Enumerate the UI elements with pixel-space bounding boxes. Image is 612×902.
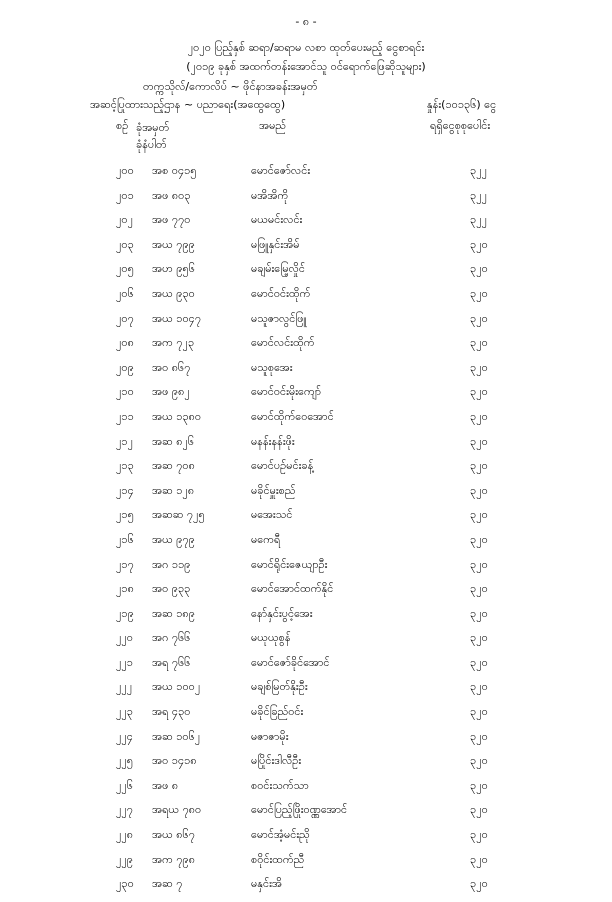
person-name: မနန်းနန်းဖိုး	[251, 434, 295, 448]
amount-value: ၃၂၀	[470, 655, 488, 669]
person-name: မောင်အံ့မင်းညို	[251, 828, 310, 842]
person-name: မောင်ဇော်လင်း	[251, 164, 311, 177]
person-name: မချမ်းမြေ့လှိုင်	[251, 262, 306, 276]
person-name: မနှင်းအိ	[251, 877, 282, 891]
table-row	[0, 484, 612, 509]
table-row	[0, 631, 612, 656]
row-number: ၂၂၀	[116, 631, 133, 645]
exam-number: အဟ ၉၅၆	[152, 262, 195, 276]
exam-number: အဖ ၈၀၃	[152, 188, 191, 202]
column-header-name: အမည်	[259, 119, 287, 132]
amount-value: ၃၂၀	[470, 311, 488, 325]
person-name: နော်နှင်းပွင့်အေး	[251, 606, 313, 620]
amount-value: ၃၂၀	[470, 336, 488, 350]
amount-value: ၃၂၀	[470, 680, 488, 694]
person-name: မောင်ဇော်ခိုင်အောင်	[251, 655, 330, 669]
table-row	[0, 336, 612, 361]
column-header-exam-line1: ခုံအမှတ်	[136, 121, 170, 134]
row-number: ၂၁၀	[116, 385, 134, 399]
person-name: မယုယုစွန်	[251, 631, 291, 645]
table-row	[0, 287, 612, 312]
person-name: မောင်ဝင်းထိုက်	[251, 286, 311, 300]
table-row	[0, 459, 612, 484]
amount-value: ၃၂၀	[470, 877, 488, 891]
table-row	[0, 582, 612, 607]
table-row	[0, 607, 612, 632]
row-number: ၂၁၁	[116, 409, 134, 423]
row-number: ၂၃၀	[116, 877, 134, 891]
row-number: ၂၂၇	[116, 803, 133, 817]
amount-value: ၃၂၀	[470, 409, 488, 423]
exam-number: အဖ ၇၇၀	[152, 213, 191, 227]
table-row	[0, 803, 612, 828]
exam-number: အစ ၀၄၁၅	[152, 164, 197, 177]
row-number: ၂၂၂	[116, 680, 133, 694]
amount-value: ၃၂၀	[470, 631, 488, 645]
row-number: ၂၂၈	[116, 828, 134, 842]
amount-value: ၃၂၀	[470, 705, 488, 719]
person-name: မသူဇာလွင်ဖြူ	[251, 311, 307, 325]
table-row	[0, 213, 612, 238]
row-number: ၂၀၉	[116, 360, 134, 374]
exam-number: အဂ ၇၆၆	[152, 631, 191, 645]
table-row	[0, 754, 612, 779]
person-name: မောင်ပဉ်မင်းခန့်	[251, 459, 314, 473]
row-number: ၂၁၅	[116, 508, 134, 522]
amount-value: ၃၂၀	[470, 778, 488, 792]
column-header-exam-line2: ခုံနံပါတ်	[136, 138, 167, 151]
column-header-amount: ရရှိငွေစုစုပေါင်း	[430, 119, 491, 132]
amount-value: ၃၂၀	[470, 582, 488, 596]
table-row	[0, 435, 612, 460]
exam-number: အယ ၉၃၀	[152, 286, 195, 300]
row-number: ၂၁၂	[116, 434, 133, 448]
row-number: ၂၀၂	[116, 213, 133, 227]
table-row	[0, 262, 612, 287]
row-number: ၂၀၆	[116, 286, 134, 300]
amount-value: ၃၂၀	[470, 286, 488, 300]
table-row	[0, 189, 612, 214]
table-row	[0, 558, 612, 583]
table-row	[0, 410, 612, 435]
exam-number: အဖ ၈	[152, 778, 179, 792]
person-name: မယမင်းလင်း	[251, 213, 303, 227]
row-number: ၂၂၄	[116, 729, 133, 743]
amount-value: ၃၂၀	[470, 262, 488, 276]
person-name: မပြိုင်းဒါလီဦး	[251, 754, 302, 768]
table-row	[0, 680, 612, 705]
exam-number: အဆ ၇၀၈	[152, 459, 195, 473]
row-number: ၂၁၈	[116, 582, 134, 596]
amount-value: ၃၂၀	[470, 852, 488, 866]
table-row	[0, 238, 612, 263]
exam-number: အဆ ၈၂၆	[152, 434, 195, 448]
amount-value: ၃၂၀	[470, 754, 488, 768]
university-label: တက္ကသိုလ်/ကောလိပ် ~ ဖိုင်နာအခန်းအမှတ်	[143, 80, 318, 93]
person-name: မောင်ပြည့်ဖြိုးဝဏ္ဏအောင်	[251, 803, 348, 817]
table-row	[0, 730, 612, 755]
person-name: မောင်လင်းထိုက်	[251, 336, 315, 350]
exam-number: အဖ ၉၈၂	[152, 385, 190, 399]
exam-number: အယ ၁၀၀၂	[152, 680, 201, 694]
column-header-exam	[136, 119, 169, 153]
table-row	[0, 853, 612, 878]
amount-value: ၃၂၀	[470, 360, 488, 374]
amount-value: ၃၂၀	[470, 532, 488, 546]
amount-value: ၃၂၀	[470, 483, 488, 497]
document-subtitle: (၂၀၁၉ ခုနှစ် အထက်တန်းအောင်သူ ဝင်ရောက်ဖြေဆိုသူများ)	[186, 60, 426, 73]
amount-value: ၃၂၀	[470, 508, 488, 522]
amount-value: ၃၂၀	[470, 385, 488, 399]
table-row	[0, 508, 612, 533]
person-name: မကေရီ	[251, 532, 281, 546]
row-number: ၂၀၁	[116, 188, 134, 202]
row-number: ၂၁၄	[116, 483, 134, 497]
row-number: ၂၀၃	[116, 237, 134, 251]
person-name: စဝိုင်းထက်ညီ	[251, 852, 305, 866]
table-row	[0, 361, 612, 386]
exam-number: အယ ၉၇၉	[152, 532, 195, 546]
person-name: စဝင်းသက်သာ	[251, 778, 309, 792]
exam-number: အဂ ၁၁၉	[152, 557, 191, 571]
row-number: ၂၂၉	[116, 852, 133, 866]
document-title: ၂၀၂၀ ပြည့်နှစ် ဆရာ/ဆရာမ လစာ ထုတ်ပေးမည့် ငွေစာရင်း	[187, 41, 425, 54]
table-row	[0, 877, 612, 902]
exam-number: အဝ ၁၄၁၈	[152, 754, 197, 768]
row-number: ၂၂၅	[116, 754, 133, 768]
row-number: ၂၀၅	[116, 262, 134, 276]
data-table	[0, 164, 612, 902]
person-name: မောင်အောင်ထက်နိုင်	[251, 582, 334, 596]
amount-value: ၃၂၀	[470, 557, 488, 571]
table-row	[0, 779, 612, 804]
page-number: - ၈ -	[295, 15, 317, 28]
amount-value: ၃၂၀	[470, 459, 488, 473]
amount-value: ၃၂၀	[470, 729, 488, 743]
amount-value: ၃၂၂	[470, 188, 487, 202]
row-number: ၂၂၁	[116, 655, 133, 669]
row-number: ၂၂၃	[116, 705, 133, 719]
exam-number: အယ ၁၃၈၀	[152, 409, 202, 423]
person-name: မောင်ရိုင်းဇေယျာဦး	[251, 557, 328, 571]
exam-number: အယ ၈၆၇	[152, 828, 195, 842]
amount-value: ၃၂၀	[470, 828, 488, 842]
amount-value: ၃၂၀	[470, 237, 488, 251]
amount-value: ၃၂၀	[470, 606, 488, 620]
row-number: ၂၀၇	[116, 311, 134, 325]
exam-number: အက ၇၉၈	[152, 852, 196, 866]
row-number: ၂၁၆	[116, 532, 134, 546]
exam-number: အရ ၇၆၆	[152, 655, 191, 669]
department-header: အဆင့်ပြုထားသည့်ဌာန ~ ပညာရေး(အထွေထွေ)	[90, 98, 286, 111]
amount-value: ၃၂၀	[470, 803, 488, 817]
exam-number: အယ ၁၀၄၇	[152, 311, 202, 325]
person-name: မချစ်မြတ်နိုးဦး	[251, 680, 308, 694]
exam-number: အဆ ၁၀၆၂	[152, 729, 201, 743]
table-row	[0, 385, 612, 410]
exam-number: အဆ ၁၈၉	[152, 606, 195, 620]
person-name: မဇာဇာမိုး	[251, 729, 289, 743]
exam-number: အရယ ၇၈၀	[152, 803, 202, 817]
person-name: မအေးသင်	[251, 508, 293, 522]
person-name: မောင်ဝင်းမိုးကျော်	[251, 385, 322, 399]
exam-number: အဆ ၁၂၈	[152, 483, 195, 497]
column-header-no: စဉ်	[116, 119, 129, 132]
row-number: ၂၁၇	[116, 557, 134, 571]
exam-number: အဝ ၉၃၃	[152, 582, 191, 596]
exam-number: အဆဆ ၇၂၅	[152, 508, 205, 522]
exam-number: အယ ၇၉၉	[152, 237, 195, 251]
person-name: မောင်ထိုက်ဝေအောင်	[251, 409, 334, 423]
person-name: မသူစုအေး	[251, 360, 293, 374]
table-row	[0, 164, 612, 189]
amount-value: ၃၂၀	[470, 434, 488, 448]
table-row	[0, 533, 612, 558]
amount-value: ၃၂၂	[470, 213, 487, 227]
exam-number: အက ၇၂၃	[152, 336, 195, 350]
amount-value: ၃၂၂	[470, 164, 487, 177]
person-name: မခိုင်ခြည်ဝင်း	[251, 705, 304, 719]
row-number: ၂၀၈	[116, 336, 134, 350]
table-row	[0, 656, 612, 681]
row-number: ၂၂၆	[116, 778, 133, 792]
person-name: မခိုင်မှူးစည်	[251, 483, 296, 497]
table-row	[0, 705, 612, 730]
salary-header: နှုန်း(၁၀၁၃၆) ငွေ	[427, 98, 497, 111]
table-row	[0, 828, 612, 853]
exam-number: အဝ ၈၆၇	[152, 360, 191, 374]
person-name: မဖြူနှင်းအိမ်	[251, 237, 300, 251]
table-row	[0, 312, 612, 337]
row-number: ၂၁၉	[116, 606, 134, 620]
row-number: ၂၁၃	[116, 459, 134, 473]
person-name: မအိအိကို	[251, 188, 289, 202]
exam-number: အဆ ၇	[152, 877, 183, 891]
exam-number: အရ ၄၃၀	[152, 705, 191, 719]
row-number: ၂၀၀	[116, 164, 134, 177]
